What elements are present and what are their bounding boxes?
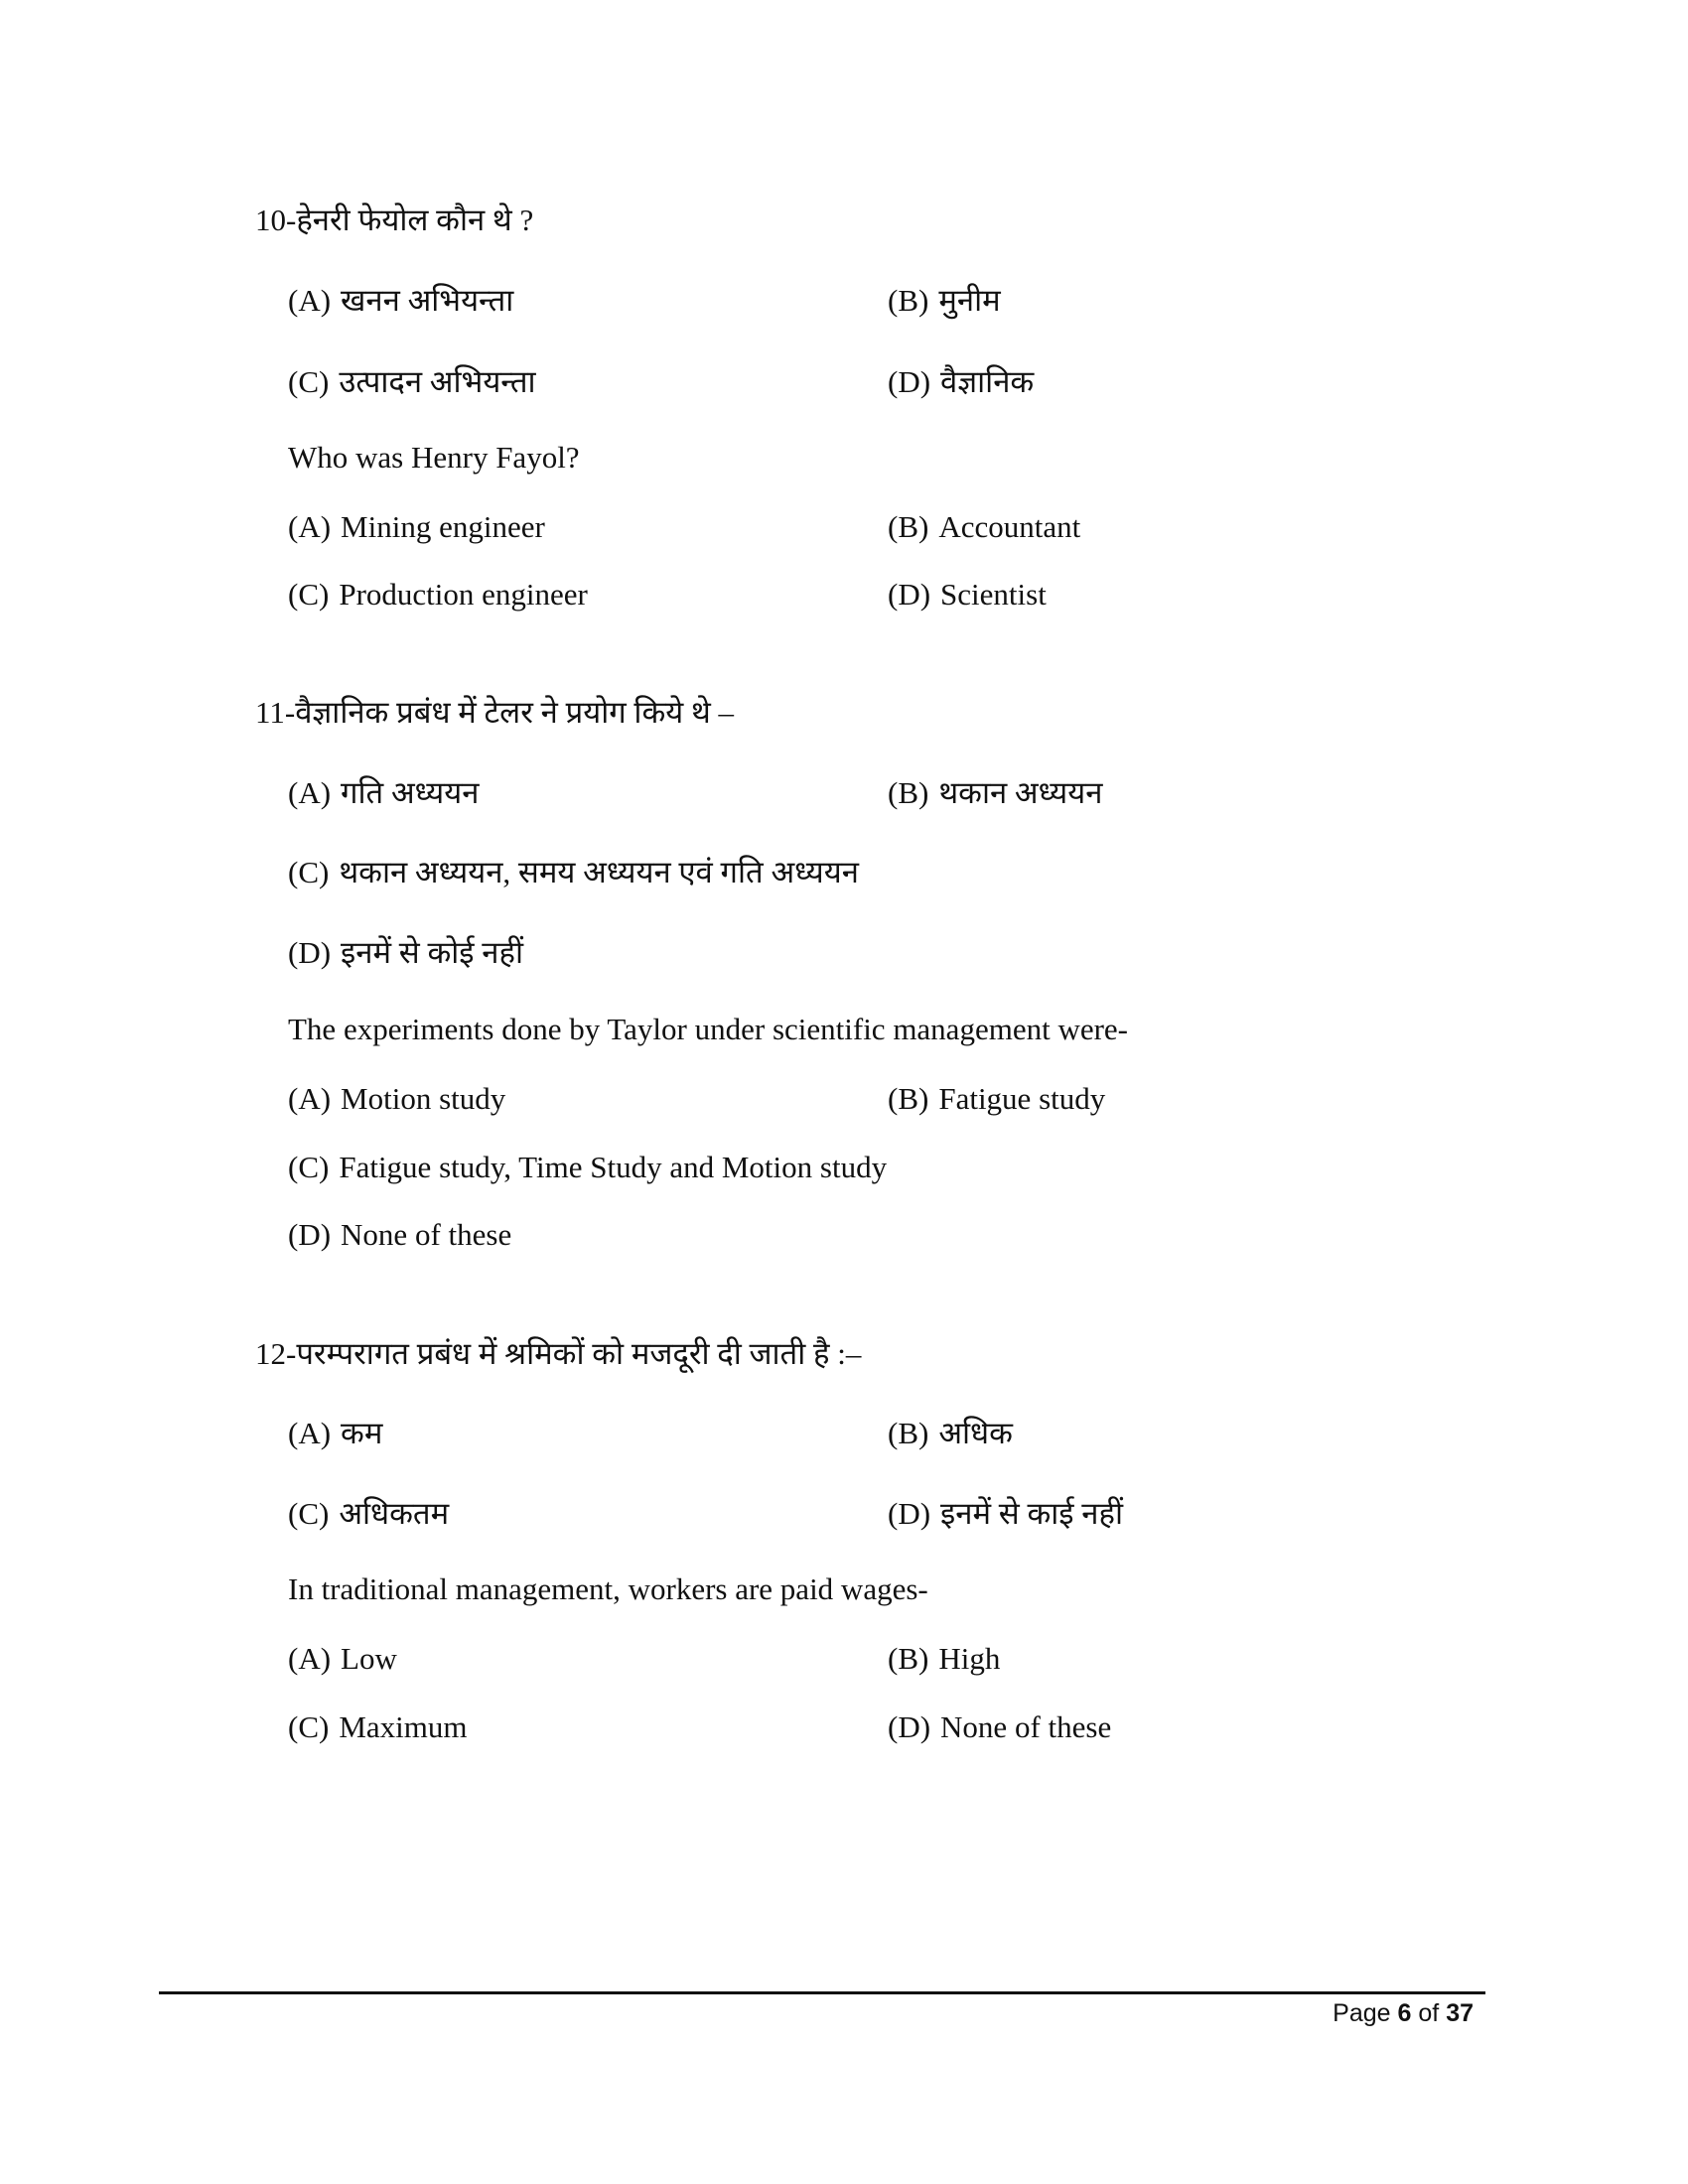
text: (D)	[288, 1217, 332, 1252]
text: (B)	[888, 1416, 929, 1450]
text: None of these	[341, 1217, 512, 1252]
question-number: 11-	[255, 695, 296, 730]
text: 37	[1446, 1999, 1474, 2027]
option-d	[888, 573, 1047, 616]
text: None of these	[940, 1709, 1112, 1744]
option-c	[288, 1492, 449, 1536]
text: 6	[1397, 1999, 1412, 2027]
options-row	[0, 1706, 1688, 1749]
text: (D)	[888, 364, 931, 399]
options-row	[0, 1412, 1688, 1455]
text: (A)	[288, 1081, 332, 1116]
options-row	[0, 931, 1688, 975]
option-c	[288, 1146, 887, 1189]
text: Low	[341, 1641, 397, 1676]
options-row	[0, 360, 1688, 404]
question-10-hindi	[0, 199, 1688, 242]
text: (C)	[288, 1709, 330, 1744]
text: इनमें से काई नहीं	[940, 1496, 1123, 1531]
text: (B)	[888, 509, 929, 544]
question-text: In traditional management, workers are paid wages-	[288, 1571, 928, 1606]
text: (C)	[288, 855, 330, 889]
text: मुनीम	[938, 283, 1001, 318]
question-12-hindi	[0, 1332, 1688, 1376]
options-row	[0, 1637, 1688, 1681]
question-11-english	[0, 1008, 1688, 1051]
text: खनन अभियन्ता	[341, 283, 514, 318]
question-number: 12-	[255, 1336, 297, 1371]
footer-divider	[159, 1991, 1485, 1994]
options-row	[0, 279, 1688, 323]
option-d	[888, 1492, 1123, 1536]
option-a	[288, 771, 479, 815]
text: (B)	[888, 1641, 929, 1676]
text: (C)	[288, 1496, 330, 1531]
page-number	[1333, 1999, 1474, 2028]
text: Motion study	[341, 1081, 506, 1116]
question-number: 10-	[255, 203, 297, 237]
text: अधिक	[938, 1416, 1013, 1450]
text: इनमें से कोई नहीं	[341, 935, 523, 970]
text: उत्पादन अभियन्ता	[339, 364, 536, 399]
option-b	[888, 1077, 1105, 1121]
options-row	[0, 1492, 1688, 1536]
options-row	[0, 505, 1688, 549]
question-text: वैज्ञानिक प्रबंध में टेलर ने प्रयोग किये थे –	[295, 695, 735, 730]
option-c	[288, 573, 588, 616]
options-row	[0, 1077, 1688, 1121]
option-b	[888, 771, 1102, 815]
text: Maximum	[339, 1709, 468, 1744]
option-d	[288, 1213, 511, 1257]
text: Fatigue study, Time Study and Motion study	[339, 1150, 888, 1184]
question-text: Who was Henry Fayol?	[288, 440, 580, 475]
text: (A)	[288, 283, 332, 318]
text: कम	[341, 1416, 383, 1450]
text: Mining engineer	[341, 509, 545, 544]
text: वैज्ञानिक	[940, 364, 1035, 399]
question-text: The experiments done by Taylor under scientific management were-	[288, 1012, 1128, 1046]
text: (B)	[888, 1081, 929, 1116]
option-d	[288, 931, 523, 975]
options-row	[0, 573, 1688, 616]
option-c	[288, 851, 859, 894]
text: (D)	[888, 1709, 931, 1744]
text: (A)	[288, 775, 332, 810]
text: Fatigue study	[938, 1081, 1106, 1116]
question-11-hindi	[0, 691, 1688, 735]
option-a	[288, 279, 513, 323]
text: (A)	[288, 509, 332, 544]
text: High	[938, 1641, 1001, 1676]
text: (D)	[888, 1496, 931, 1531]
text: Production engineer	[339, 577, 588, 612]
text: Scientist	[940, 577, 1047, 612]
text: Page	[1333, 1999, 1391, 2027]
option-d	[888, 1706, 1111, 1749]
text: (C)	[288, 1150, 330, 1184]
text: (C)	[288, 364, 330, 399]
options-row	[0, 1213, 1688, 1257]
text: Accountant	[938, 509, 1081, 544]
option-a	[288, 1077, 505, 1121]
text: (B)	[888, 283, 929, 318]
text: (A)	[288, 1641, 332, 1676]
option-b	[888, 505, 1080, 549]
option-b	[888, 279, 1001, 323]
text: of	[1418, 1999, 1440, 2027]
options-row	[0, 771, 1688, 815]
option-a	[288, 505, 545, 549]
question-text: हेनरी फेयोल कौन थे ?	[296, 203, 534, 237]
text: थकान अध्ययन	[938, 775, 1103, 810]
options-row	[0, 851, 1688, 894]
question-12-english	[0, 1568, 1688, 1611]
option-a	[288, 1412, 382, 1455]
option-d	[888, 360, 1034, 404]
text: (A)	[288, 1416, 332, 1450]
options-row	[0, 1146, 1688, 1189]
text: गति अध्ययन	[341, 775, 480, 810]
text: (B)	[888, 775, 929, 810]
question-text: परम्परागत प्रबंध में श्रमिकों को मजदूरी दी जाती है :–	[296, 1336, 862, 1371]
question-10-english	[0, 436, 1688, 479]
text: (C)	[288, 577, 330, 612]
option-c	[288, 360, 536, 404]
text: (D)	[288, 935, 332, 970]
option-c	[288, 1706, 468, 1749]
text: (D)	[888, 577, 931, 612]
option-a	[288, 1637, 397, 1681]
option-b	[888, 1637, 1000, 1681]
text: अधिकतम	[339, 1496, 450, 1531]
option-b	[888, 1412, 1013, 1455]
text: थकान अध्ययन, समय अध्ययन एवं गति अध्ययन	[339, 855, 859, 889]
